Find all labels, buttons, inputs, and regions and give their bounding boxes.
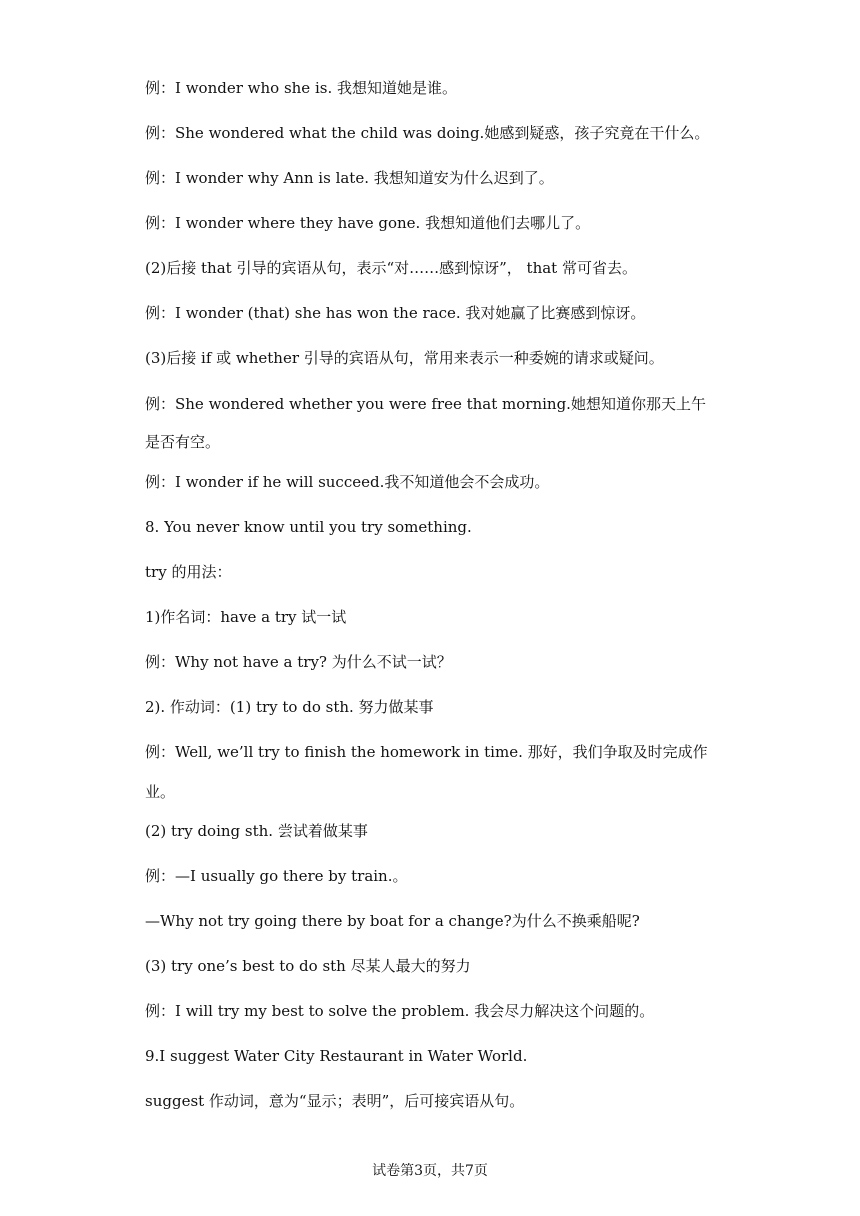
text-line: try 的用法：: [145, 563, 232, 581]
text-line: suggest 作动词，意为“显示；表明”，后可接宾语从句。: [145, 1092, 525, 1110]
text-line: —Why not try going there by boat for a change?为什么不换乘船呢?: [145, 912, 640, 930]
text-line: 是否有空。: [145, 433, 221, 451]
page-footer: 试卷第3页，共7页: [372, 1163, 488, 1179]
text-line: 1)作名词：have a try 试一试: [145, 608, 347, 626]
text-line: 2). 作动词：(1) try to do sth. 努力做某事: [145, 698, 434, 716]
text-line: (3)后接 if 或 whether 引导的宾语从句，常用来表示一种委婉的请求或疑问。: [145, 349, 664, 367]
text-line: 例：Well, we’ll try to finish the homework in time. 那好，我们争取及时完成作: [145, 743, 708, 761]
text-line: 例：I wonder where they have gone. 我想知道他们去哪儿了。: [145, 214, 591, 232]
text-line: 业。: [145, 783, 176, 801]
text-line: (2) try doing sth. 尝试着做某事: [145, 822, 368, 840]
text-line: 例：I wonder if he will succeed.我不知道他会不会成功。: [145, 473, 550, 491]
text-line: 例：She wondered what the child was doing.她感到疑惑，孩子究竟在干什么。: [145, 124, 710, 142]
text-line: (3) try one’s best to do sth 尽某人最大的努力: [145, 957, 471, 975]
text-line: 例：Why not have a try? 为什么不试一试？: [145, 653, 452, 671]
text-line: 例：—I usually go there by train.。: [145, 867, 408, 885]
text-line: 例：She wondered whether you were free that morning.她想知道你那天上午: [145, 395, 706, 413]
section-heading: 8. You never know until you try something.: [145, 518, 472, 536]
text-line: 例：I wonder (that) she has won the race. 我对她赢了比赛感到惊讶。: [145, 304, 646, 322]
text-line: 例：I wonder who she is. 我想知道她是谁。: [145, 79, 457, 97]
text-line: 例：I wonder why Ann is late. 我想知道安为什么迟到了。: [145, 169, 554, 187]
section-heading: 9.I suggest Water City Restaurant in Water World.: [145, 1047, 528, 1065]
text-line: 例：I will try my best to solve the problem. 我会尽力解决这个问题的。: [145, 1002, 655, 1020]
text-line: (2)后接 that 引导的宾语从句，表示“对……感到惊讶”， that 常可省去。: [145, 259, 637, 277]
